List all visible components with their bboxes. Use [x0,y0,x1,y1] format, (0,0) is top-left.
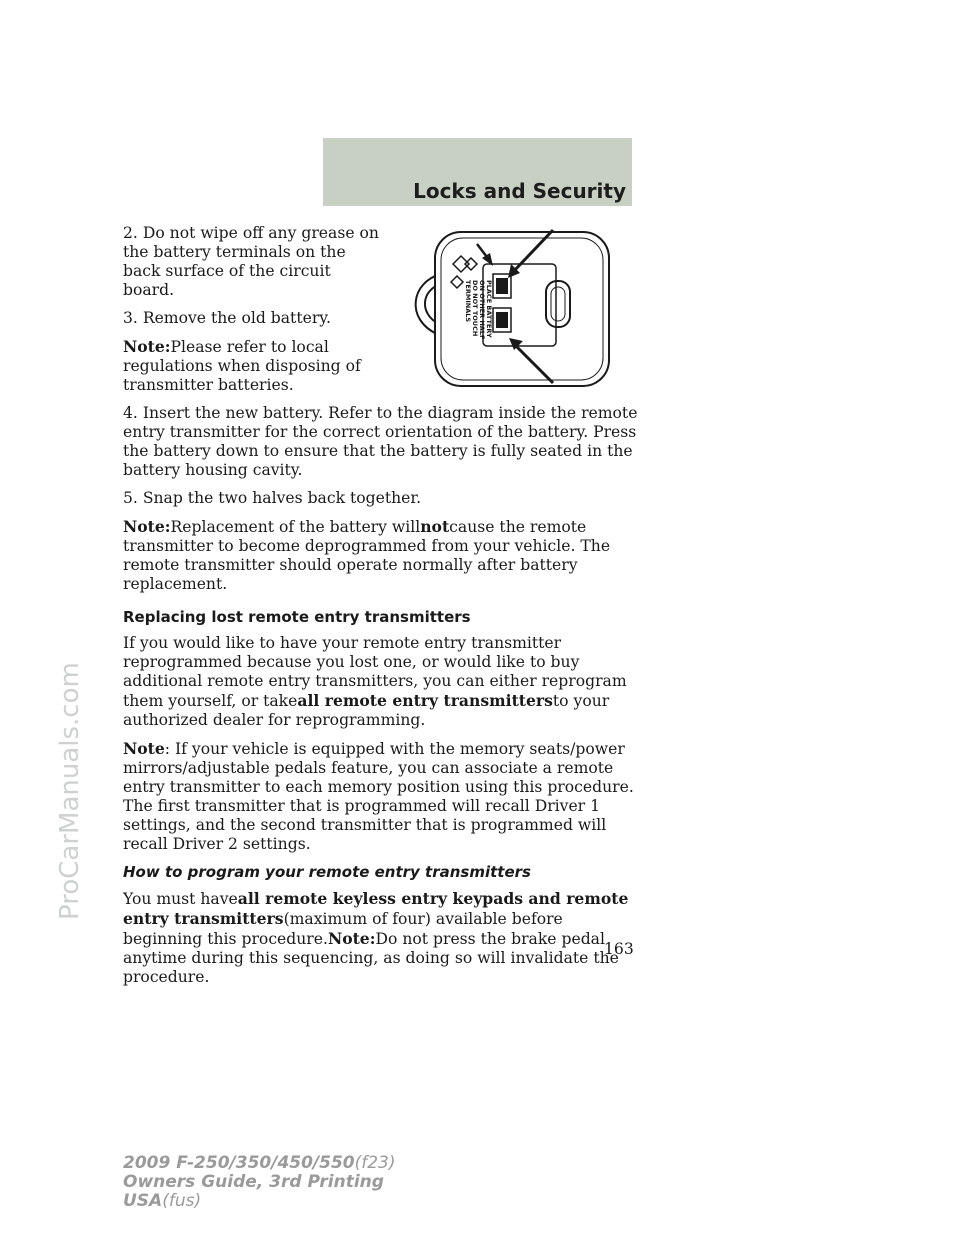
footer [123,1154,396,1211]
figure-label-line-2: ON OTHER HALF [478,280,486,340]
note-reprogramming [123,517,643,594]
note-text: Please refer to local regulations when disposing of transmitter batteries. [123,338,361,394]
footer-region: USA [123,1191,163,1211]
step-4-text: 4. Insert the new battery. Refer to the diagram inside the remote entry transmitter for the correct orientation of the battery. Press the battery down to ensure that the battery is fully seated in the battery housing cavity. [123,404,638,479]
note-label: Note: [123,337,171,356]
footer-region-code: (fus) [162,1191,202,1211]
note-text: : If your vehicle is equipped with the memory seats/power mirrors/adjustable pedals feature, you can associate a remote entry transmitter to each memory position using this procedure. The first transmitter that is programmed will recall Driver 1 settings, and the second transmitter that is programmed will recall Driver 2 settings. [123,740,634,853]
note-text-a: Replacement of the battery will [170,518,421,536]
figure-label-line-1: PLACE BATTERY [485,280,493,338]
page-number: 163 [604,940,634,958]
footer-line-2: Owners Guide, 3rd Printing [123,1172,384,1192]
note-disposal [123,337,385,395]
para-text-a: You must have [123,890,238,908]
paragraph-programming [123,889,643,987]
header-band [323,138,632,206]
note-label: Note: [123,517,171,536]
heading-how-to-program: How to program your remote entry transmitters [123,863,531,881]
paragraph-replacing [123,634,643,730]
footer-model: 2009 F-250/350/450/550 [123,1153,355,1173]
step-2: 2. Do not wipe off any grease on the battery terminals on the back surface of the circuit board. [123,224,379,299]
note-emphasis: not [420,517,450,536]
heading-replacing-lost: Replacing lost remote entry transmitters [123,608,471,626]
figure-label-line-3: DO NOT TOUCH [471,280,479,337]
note-label: Note [123,739,165,758]
footer-model-code: (f23) [354,1153,396,1173]
footer-line-1 [123,1154,396,1173]
note-label: Note: [327,929,376,948]
footer-line-3 [123,1192,396,1211]
page-content [123,224,643,996]
step-3: 3. Remove the old battery. [123,309,331,327]
note-memory-seats [123,739,643,854]
para-text-c: Do not press the brake pedal anytime during this sequencing, as doing so will invalidate the procedure. [123,930,619,986]
para-text-b: (maximum of four) available before beginning this procedure. [123,910,563,948]
step-4 [123,404,643,480]
para-text-a: If you would like to have your remote entry transmitter reprogrammed because you lost one, or would like to buy additional remote entry transmitters, you can either reprogram them yourself, or take [123,634,627,710]
para-text-b: to your authorized dealer for reprogramming. [123,692,610,729]
figure-label-line-4: TERMINALS [464,280,472,323]
para-emphasis: all remote keyless entry keypads and remote entry transmitters [123,889,629,928]
note-text-b: cause the remote transmitter to become deprogrammed from your vehicle. The remote transmitter should operate normally after battery replacement. [123,518,611,593]
watermark: ProCarManuals.com [55,662,85,920]
section-title: Locks and Security [413,179,626,203]
para-emphasis: all remote entry transmitters [297,691,553,710]
step-5: 5. Snap the two halves back together. [123,489,422,507]
